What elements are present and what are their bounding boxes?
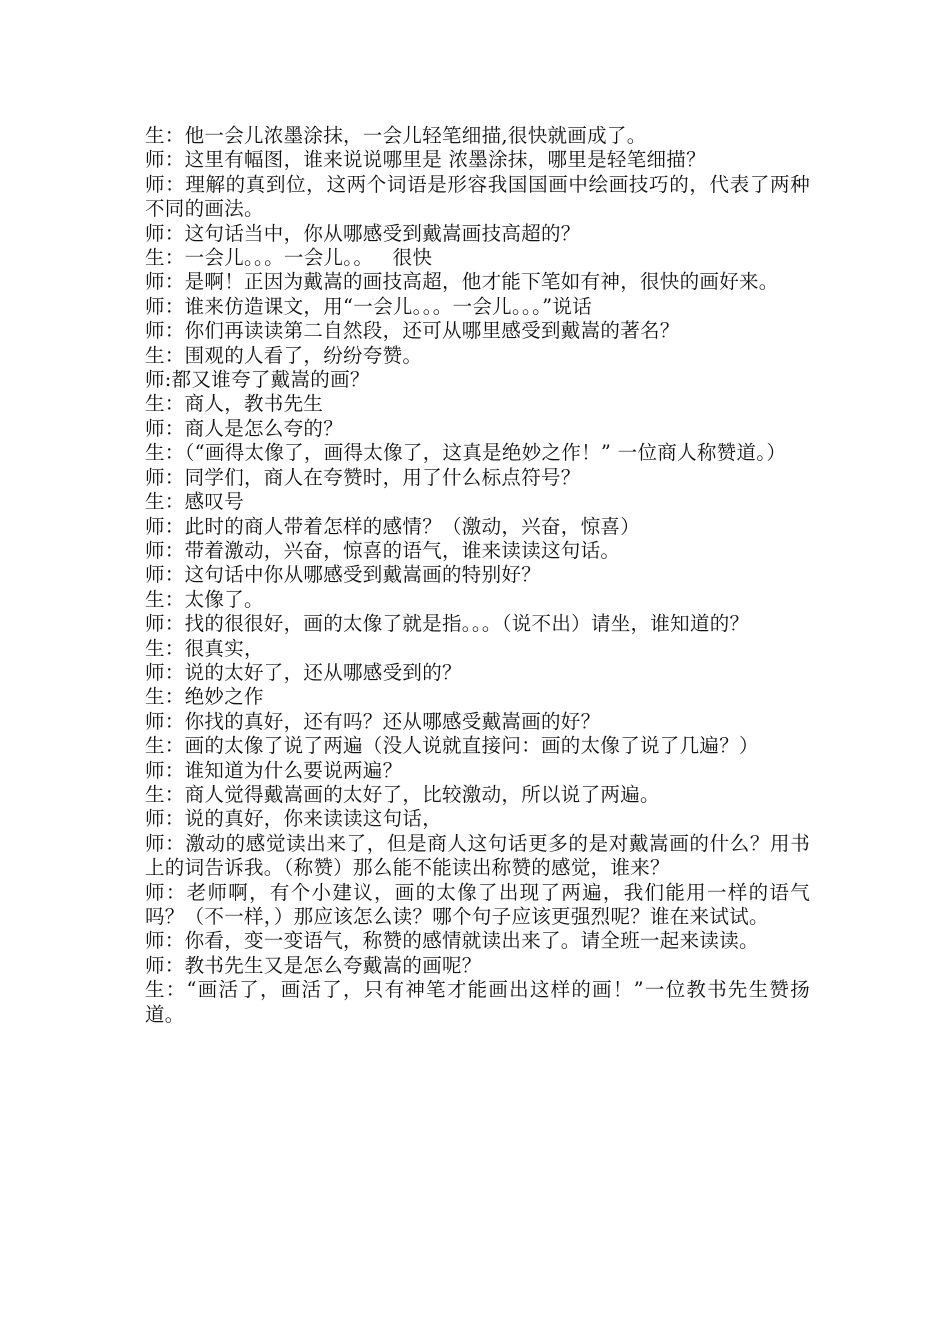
dialogue-line-19: 生：太像了。: [145, 587, 264, 611]
dialogue-line-17: 师：带着激动，兴奋，惊喜的语气，谁来读读这句话。: [145, 538, 621, 562]
dialogue-line-8: 师：你们再读读第二自然段，还可从哪里感受到戴嵩的著名？: [145, 319, 680, 343]
dialogue-line-26: 师：谁知道为什么要说两遍？: [145, 758, 403, 782]
document-body: [145, 124, 810, 1027]
dialogue-line-15: 生：感叹号: [145, 490, 245, 514]
dialogue-line-16: 师：此时的商人带着怎样的感情？（激动，兴奋，惊喜）: [145, 514, 641, 538]
dialogue-line-31: 师：你看，变一变语气，称赞的感情就读出来了。请全班一起来读读。: [145, 929, 759, 953]
dialogue-line-32: 师：教书先生又是怎么夸戴嵩的画呢？: [145, 953, 482, 977]
dialogue-line-13: 生：（“画得太像了，画得太像了，这真是绝妙之作！” 一位商人称赞道。）: [145, 441, 787, 465]
dialogue-line-5: 生：一会儿。。。一会儿。。 很快: [145, 246, 433, 270]
dialogue-line-27: 生：商人觉得戴嵩画的太好了，比较激动，所以说了两遍。: [145, 782, 660, 806]
dialogue-line-33: 生：“画活了，画活了，只有神笔才能画出这样的画！”一位教书先生赞扬道。: [145, 978, 810, 1026]
dialogue-line-18: 师：这句话中你从哪感受到戴嵩画的特别好？: [145, 563, 542, 587]
dialogue-line-23: 生：绝妙之作: [145, 685, 264, 709]
dialogue-line-2: 师：这里有幅图，谁来说说哪里是 浓墨涂抹，哪里是轻笔细描？: [145, 148, 706, 172]
dialogue-line-28: 师：说的真好，你来读读这句话，: [145, 807, 443, 831]
dialogue-line-12: 师：商人是怎么夸的？: [145, 416, 344, 440]
dialogue-line-25: 生：画的太像了说了两遍（没人说就直接问：画的太像了说了几遍？）: [145, 734, 759, 758]
dialogue-line-1: 生：他一会儿浓墨涂抹，一会儿轻笔细描,很快就画成了。: [145, 124, 647, 147]
dialogue-line-10: 师:都又谁夸了戴嵩的画？: [145, 368, 370, 392]
dialogue-line-24: 师：你找的真好，还有吗？还从哪感受戴嵩画的好？: [145, 709, 601, 733]
dialogue-line-6: 师：是啊！正因为戴嵩的画技高超，他才能下笔如有神，很快的画好来。: [145, 270, 779, 294]
dialogue-line-3: 师：理解的真到位，这两个词语是形容我国国画中绘画技巧的，代表了两种不同的画法。: [145, 172, 810, 221]
dialogue-line-9: 生：围观的人看了，纷纷夸赞。: [145, 343, 423, 367]
dialogue-line-14: 师：同学们，商人在夸赞时，用了什么标点符号？: [145, 465, 581, 489]
dialogue-line-29: 师：激动的感觉读出来了，但是商人这句话更多的是对戴嵩画的什么？用书上的词告诉我。（称赞）那么能不能读出称赞的感觉，谁来？: [145, 831, 810, 880]
dialogue-line-21: 生：很真实，: [145, 636, 264, 660]
dialogue-line-7: 师：谁来仿造课文，用“一会儿。。。一会儿。。。”说话: [145, 294, 592, 318]
dialogue-line-22: 师：说的太好了，还从哪感受到的？: [145, 660, 462, 684]
dialogue-line-30: 师：老师啊，有个小建议，画的太像了出现了两遍，我们能用一样的语气吗？（不一样，）那应该怎么读？哪个句子应该更强烈呢？谁在来试试。: [145, 880, 810, 928]
dialogue-line-11: 生：商人，教书先生: [145, 392, 324, 416]
dialogue-line-4: 师：这句话当中，你从哪感受到戴嵩画技高超的？: [145, 221, 581, 245]
dialogue-line-20: 师：找的很很好，画的太像了就是指。。。（说不出）请坐，谁知道的？: [145, 612, 750, 636]
